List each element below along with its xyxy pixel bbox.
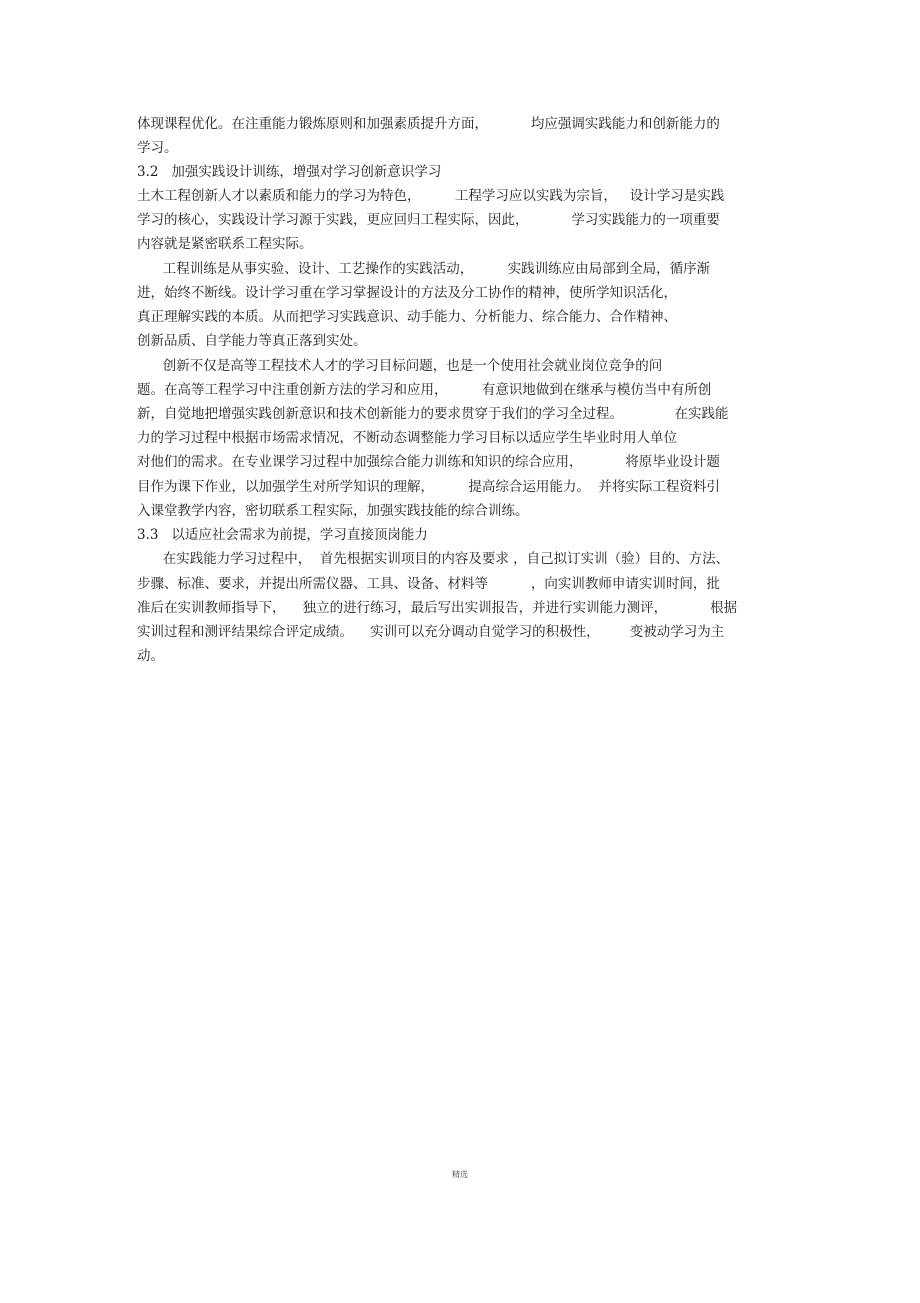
text-line: 力的学习过程中根据市场需求情况，不断动态调整能力学习目标以适应学生毕业时用人单位 bbox=[137, 430, 677, 446]
text-line: 创新不仅是高等工程技术人才的学习目标问题，也是一个使用社会就业岗位竞争的问 bbox=[137, 358, 663, 374]
text-line: 题。在高等工程学习中注重创新方法的学习和应用， 有意识地做到在继承与模仿当中有所创 bbox=[137, 382, 712, 398]
text-line: 动。 bbox=[137, 648, 164, 664]
text-line: 目作为课下作业，以加强学生对所学知识的理解， 提高综合运用能力。 并将实际工程资料引 bbox=[137, 479, 720, 495]
text-line: 新，自觉地把增强实践创新意识和技术创新能力的要求贯穿于我们的学习全过程。 在实践能 bbox=[137, 406, 729, 422]
text-line: 工程训练是从事实验、设计、工艺操作的实践活动， 实践训练应由局部到全局，循序渐 bbox=[137, 261, 711, 277]
section-heading: 3.2 加强实践设计训练，增强对学习创新意识学习 bbox=[137, 164, 442, 180]
text-line: 入课堂教学内容，密切联系工程实际，加强实践技能的综合训练。 bbox=[137, 503, 529, 519]
text-line: 内容就是紧密联系工程实际。 bbox=[137, 236, 313, 252]
text-line: 体现课程优化。在注重能力锻炼原则和加强素质提升方面， 均应强调实践能力和创新能力的 bbox=[137, 116, 720, 132]
text-line: 实训过程和测评结果综合评定成绩。 实训可以充分调动自觉学习的积极性， 变被动学习为主 bbox=[137, 624, 725, 640]
text-line: 土木工程创新人才以素质和能力的学习为特色， 工程学习应以实践为宗旨， 设计学习是实践 bbox=[137, 188, 725, 204]
page-footer: 精选 bbox=[452, 1170, 468, 1179]
text-line: 对他们的需求。在专业课学习过程中加强综合能力训练和知识的综合应用， 将原毕业设计题 bbox=[137, 454, 720, 470]
text-line: 真正理解实践的本质。从而把学习实践意识、动手能力、分析能力、综合能力、合作精神、 bbox=[137, 309, 677, 325]
text-line: 进，始终不断线。设计学习重在学习掌握设计的方法及分工协作的精神，使所学知识活化， bbox=[137, 285, 677, 301]
text-line: 准后在实训教师指导下， 独立的进行练习，最后写出实训报告，并进行实训能力测评， 根据 bbox=[137, 600, 738, 616]
section-heading: 3.3 以适应社会需求为前提，学习直接顶岗能力 bbox=[137, 527, 428, 543]
text-line: 学习。 bbox=[137, 140, 178, 156]
text-line: 创新品质、自学能力等真正落到实处。 bbox=[137, 333, 367, 349]
text-line: 学习的核心，实践设计学习源于实践，更应回归工程实际，因此， 学习实践能力的一项重要 bbox=[137, 212, 720, 228]
text-line: 步骤、标准、要求，并提出所需仪器、工具、设备、材料等 ，向实训教师申请实训时间，批 bbox=[137, 576, 720, 592]
text-line: 在实践能力学习过程中， 首先根据实训项目的内容及要求 ，自己拟订实训（验）目的、方法、 bbox=[137, 551, 730, 567]
